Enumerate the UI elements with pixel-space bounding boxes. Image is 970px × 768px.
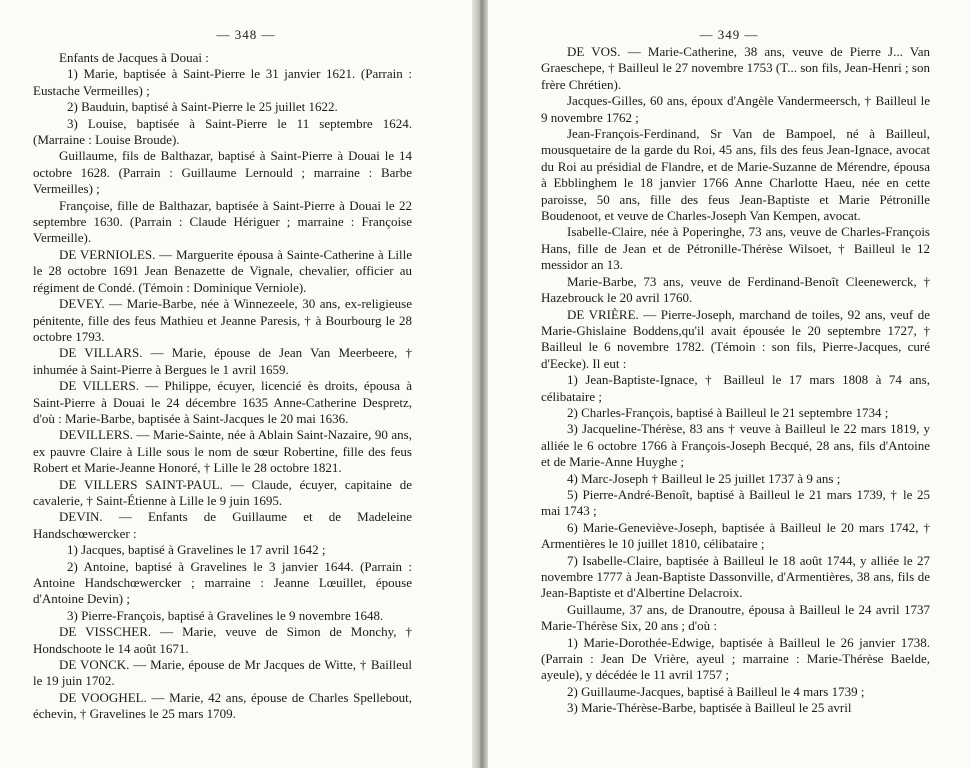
entry-paragraph: 3) Pierre-François, baptisé à Gravelines le 9 novembre 1648. bbox=[67, 607, 384, 623]
entry-paragraph: 2) Charles-François, baptisé à Bailleul le 21 septembre 1734 ; bbox=[567, 404, 889, 420]
right-page bbox=[488, 0, 970, 768]
entry-paragraph: DE VILLERS. — Philippe, écuyer, licencié ès droits, épousa à Saint-Pierre à Douai le 24 décembre 1635 Anne-Catherine Despretz, d'où : Marie-Barbe, baptisée à Saint-Jacques le 20 mai 1636. bbox=[33, 378, 412, 426]
entry-paragraph: DEVIN. — Enfants de Guillaume et de Madeleine Handschœwercker : bbox=[33, 509, 412, 541]
entry-paragraph: 2) Guillaume-Jacques, baptisé à Bailleul le 4 mars 1739 ; bbox=[567, 683, 865, 699]
entry-paragraph: DE VOOGHEL. — Marie, 42 ans, épouse de Charles Spellebout, échevin, † Gravelines le 25 mars 1709. bbox=[33, 689, 412, 722]
left-page-text bbox=[0, 50, 472, 723]
right-page-text bbox=[488, 44, 970, 717]
entry-paragraph: DE VILLARS. — Marie, épouse de Jean Van Meerbeere, † inhumée à Saint-Pierre à Bergues le 1 avril 1659. bbox=[33, 345, 412, 377]
entry-paragraph: DE VONCK. — Marie, épouse de Mr Jacques de Witte, † Bailleul le 19 juin 1702. bbox=[33, 657, 412, 689]
entry-paragraph: Marie-Barbe, 73 ans, veuve de Ferdinand-Benoît Cleenewerck, † Hazebrouck le 20 avril 1760. bbox=[541, 273, 930, 306]
entry-paragraph: 3) Louise, baptisée à Saint-Pierre le 11 septembre 1624. (Marraine : Louise Broude). bbox=[33, 115, 412, 148]
entry-paragraph: 7) Isabelle-Claire, baptisée à Bailleul le 18 août 1744, y alliée le 27 novembre 1777 à Jean-Baptiste Dassonville, d'Armentières, 38 ans, fils de Jean-Baptiste et d'Albertine Delacroix. bbox=[541, 552, 930, 601]
entry-paragraph: Guillaume, 37 ans, de Dranoutre, épousa à Bailleul le 24 avril 1737 Marie-Thérèse Six, 20 ans ; d'où : bbox=[541, 601, 930, 634]
entry-paragraph: 5) Pierre-André-Benoît, baptisé à Bailleul le 21 mars 1739, † le 25 mai 1743 ; bbox=[541, 486, 930, 519]
entry-paragraph: DEVEY. — Marie-Barbe, née à Winnezeele, 30 ans, ex-religieuse pénitente, fille des feus Mathieu et Jeanne Paresis, † à Bourbourg le 28 octobre 1793. bbox=[33, 296, 412, 344]
entry-paragraph: 3) Jacqueline-Thérèse, 83 ans † veuve à Bailleul le 22 mars 1819, y alliée le 6 octobre 1766 à François-Joseph Becqué, 28 ans, fils d'Antoine et de Marie-Anne Huyghe ; bbox=[541, 421, 930, 470]
entry-paragraph: Enfants de Jacques à Douai : bbox=[59, 50, 209, 65]
entry-paragraph: DEVILLERS. — Marie-Sainte, née à Ablain Saint-Nazaire, 90 ans, ex pauvre Claire à Lille sous le nom de sœur Robertine, fille des feus Robert et Marie-Jeanne Honoré, † Lille le 28 octobre 1821. bbox=[33, 427, 412, 476]
book-gutter bbox=[472, 0, 488, 768]
entry-paragraph: 1) Marie, baptisée à Saint-Pierre le 31 janvier 1621. (Parrain : Eustache Vermeilles) ; bbox=[33, 66, 412, 98]
entry-paragraph: 1) Marie-Dorothée-Edwige, baptisée à Bailleul le 26 janvier 1738. (Parrain : Jean De Vrière, ayeul ; marraine : Marie-Thérèse Baelde, ayeule), y décédée le 11 avril 1757 ; bbox=[541, 634, 930, 683]
page-number-left: — 348 — bbox=[216, 27, 276, 42]
entry-paragraph: 2) Bauduin, baptisé à Saint-Pierre le 25 juillet 1622. bbox=[67, 99, 338, 115]
entry-paragraph: Guillaume, fils de Balthazar, baptisé à Saint-Pierre à Douai le 14 octobre 1628. (Parrain : Guillaume Lernould ; marraine : Barbe Vermeilles) ; bbox=[33, 148, 412, 197]
entry-paragraph: 1) Jean-Baptiste-Ignace, † Bailleul le 17 mars 1808 à 74 ans, célibataire ; bbox=[541, 372, 930, 404]
entry-paragraph: Jacques-Gilles, 60 ans, époux d'Angèle Vandermeersch, † Bailleul le 9 novembre 1762 ; bbox=[541, 93, 930, 125]
left-page bbox=[0, 0, 472, 768]
entry-paragraph: DE VISSCHER. — Marie, veuve de Simon de Monchy, † Hondschoote le 14 août 1671. bbox=[33, 624, 412, 656]
entry-paragraph: Jean-François-Ferdinand, Sr Van de Bampoel, né à Bailleul, mousquetaire de la garde du Roi, 45 ans, fils des feus Jean-Ignace, avocat du Roi au présidial de Flandre, et de Marie-Suzanne de Mérendre, épousa à Ebblinghem le 18 janvier 1766 Anne Charlotte Haeu, née en cette paroisse, 50 ans, fille des feus Jean-Baptiste et Marie Pétronille Boudenoot, et veuve de Charles-Joseph Van Kempen, avocat. bbox=[541, 126, 930, 224]
entry-paragraph: DE VRIÈRE. — Pierre-Joseph, marchand de toiles, 92 ans, veuf de Marie-Ghislaine Boddens,qu'il avait épousée le 20 septembre 1727, † Bailleul le 6 novembre 1782. (Témoin : son fils, Pierre-Jacques, curé d'Eecke). Il eut : bbox=[541, 306, 930, 371]
entry-paragraph: DE VOS. — Marie-Catherine, 38 ans, veuve de Pierre J... Van Graeschepe, † Bailleul le 27 novembre 1753 (T... son fils, Jean-Henri ; son frère Chrétien). bbox=[541, 44, 930, 92]
page-number-right: — 349 — bbox=[699, 27, 759, 42]
entry-paragraph: 3) Marie-Thérèse-Barbe, baptisée à Bailleul le 25 avril bbox=[567, 700, 852, 716]
entry-paragraph: 6) Marie-Geneviève-Joseph, baptisée à Bailleul le 20 mars 1742, † Armentières le 10 juillet 1810, célibataire ; bbox=[541, 519, 930, 552]
entry-paragraph: Françoise, fille de Balthazar, baptisée à Saint-Pierre à Douai le 22 septembre 1630. (Parrain : Claude Hériguer ; marraine : Françoise Vermeille). bbox=[33, 197, 412, 246]
entry-paragraph: 4) Marc-Joseph † Bailleul le 25 juillet 1737 à 9 ans ; bbox=[567, 470, 841, 486]
entry-paragraph: 1) Jacques, baptisé à Gravelines le 17 avril 1642 ; bbox=[67, 542, 326, 558]
entry-paragraph: Isabelle-Claire, née à Poperinghe, 73 ans, veuve de Charles-François Hans, fille de Jean et de Pétronille-Thérèse Wilsoet, † Bailleul le 12 messidor an 13. bbox=[541, 224, 930, 273]
entry-paragraph: DE VILLERS SAINT-PAUL. — Claude, écuyer, capitaine de cavalerie, † Saint-Étienne à Lille le 9 juin 1695. bbox=[33, 476, 412, 508]
entry-paragraph: DE VERNIOLES. — Marguerite épousa à Sainte-Catherine à Lille le 28 octobre 1691 Jean Benazette de Vignale, chevalier, officier au régiment de Condé. (Témoin : Dominique Verniole). bbox=[33, 246, 412, 295]
entry-paragraph: 2) Antoine, baptisé à Gravelines le 3 janvier 1644. (Parrain : Antoine Handschœwercker ; marraine : Jeanne Lœuillet, épouse d'Antoine Devin) ; bbox=[33, 558, 412, 607]
